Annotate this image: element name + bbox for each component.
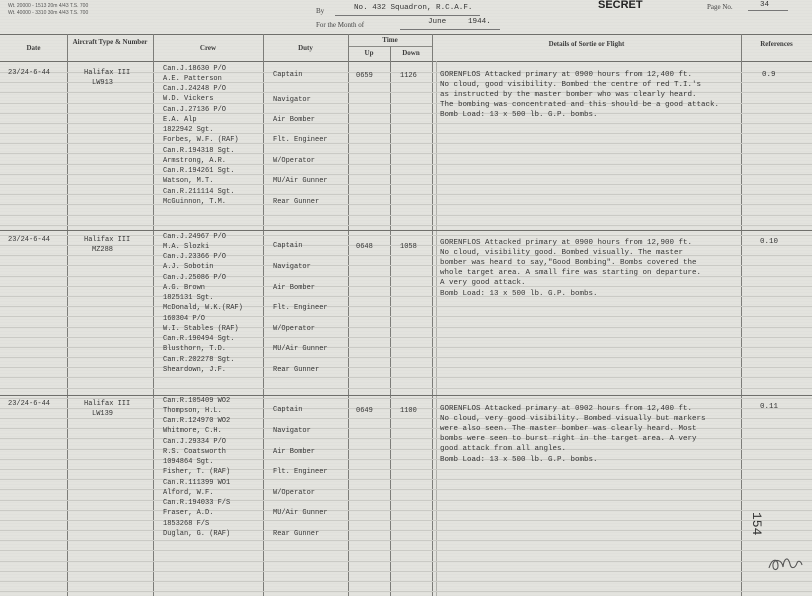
- ruled-line: [0, 581, 812, 582]
- duty-label: MU/Air Gunner: [273, 345, 328, 353]
- duty-label: Rear Gunner: [273, 198, 320, 206]
- crew-line: Can.J.29334 P/O: [163, 438, 227, 446]
- crew-line: 1094864 Sgt.: [163, 458, 214, 466]
- by-label: By: [316, 7, 325, 15]
- details-line: A very good attack.: [440, 279, 526, 287]
- col-header-time: Time: [382, 36, 398, 44]
- crew-line: 160304 P/O: [163, 315, 206, 323]
- details-line: were also seen. The master bomber was clearly heard. Most: [440, 425, 697, 433]
- details-line: No cloud, good visibility. Bombed the centre of red T.I.'s: [440, 81, 702, 89]
- col-header-down: Down: [402, 49, 420, 57]
- crew-line: M.A. Slozki: [163, 243, 210, 251]
- ruled-line: [0, 510, 812, 511]
- crew-line: W.D. Vickers: [163, 95, 214, 103]
- aircraft-type: Halifax III: [84, 69, 131, 77]
- duty-label: Air Bomber: [273, 448, 316, 456]
- ruled-line: [0, 571, 812, 572]
- details-line: as instructed by the master bomber who was clearly heard.: [440, 91, 697, 99]
- time-up: 0659: [356, 72, 373, 80]
- ruled-line: [0, 459, 812, 460]
- page-stamp-number: 154: [749, 512, 764, 536]
- duty-label: Flt. Engineer: [273, 304, 328, 312]
- crew-line: Can.R.211114 Sgt.: [163, 188, 235, 196]
- crew-line: Blusthorn, T.D.: [163, 345, 227, 353]
- time-up: 0649: [356, 407, 373, 415]
- crew-line: A.J. Sobotin: [163, 263, 214, 271]
- aircraft-type: Halifax III: [84, 236, 131, 244]
- ruled-line: [0, 337, 812, 338]
- ruled-line: [0, 123, 812, 124]
- col-header-crew: Crew: [199, 44, 217, 52]
- crew-line: Armstrong, A.R.: [163, 157, 227, 165]
- duty-label: Flt. Engineer: [273, 136, 328, 144]
- crew-line: Can.R.111399 WO1: [163, 479, 231, 487]
- ruled-line: [0, 367, 812, 368]
- duty-label: MU/Air Gunner: [273, 509, 328, 517]
- crew-line: 1822942 Sgt.: [163, 126, 214, 134]
- reference-value: 0.10: [760, 238, 779, 246]
- duty-label: Navigator: [273, 96, 311, 104]
- aircraft-number: MZ288: [92, 246, 114, 254]
- squadron-name: No. 432 Squadron, R.C.A.F.: [354, 4, 473, 12]
- ruled-line: [0, 255, 812, 256]
- reference-value: 0.11: [760, 403, 779, 411]
- crew-line: 1825131 Sgt.: [163, 294, 214, 302]
- duty-label: Rear Gunner: [273, 366, 320, 374]
- ruled-line: [0, 540, 812, 541]
- crew-line: Sheardown, J.F.: [163, 366, 227, 374]
- time-down: 1058: [400, 243, 417, 251]
- crew-line: McDonald, W.K.(RAF): [163, 304, 243, 312]
- ruled-line: [0, 113, 812, 114]
- crew-line: Whitmore, C.H.: [163, 427, 222, 435]
- crew-line: Forbes, W.F. (RAF): [163, 136, 239, 144]
- crew-line: Can.J.24248 P/O: [163, 85, 227, 93]
- details-line: GORENFLOS Attacked primary at 0900 hours from 12,900 ft.: [440, 239, 693, 247]
- crew-line: Duglan, G. (RAF): [163, 530, 231, 538]
- crew-line: W.I. Stables (RAF): [163, 325, 239, 333]
- crew-line: Watson, M.T.: [163, 177, 214, 185]
- duty-label: W/Operator: [273, 325, 316, 333]
- crew-line: E.A. Alp: [163, 116, 197, 124]
- crew-line: A.E. Patterson: [163, 75, 222, 83]
- month-value: June: [428, 18, 447, 26]
- ruled-line: [0, 479, 812, 480]
- ruled-line: [0, 550, 812, 551]
- details-line: bomber was heard to say,"Good Bombing". Bombs covered the: [440, 259, 697, 267]
- details-line: No cloud, very good visibility. Bombed visually but markers: [440, 415, 706, 423]
- crew-line: Fraser, A.D.: [163, 509, 214, 517]
- form-code-2: Wt. 40000 - 3310 30m 4/43 T.S. 700: [8, 10, 89, 16]
- crew-line: Can.J.25086 P/O: [163, 274, 227, 282]
- duty-label: Navigator: [273, 427, 311, 435]
- classification-mark: SECRET: [598, 0, 643, 11]
- crew-line: McGuinnon, T.M.: [163, 198, 227, 206]
- details-line: bombs were seen to burst right in the target area. A very: [440, 435, 697, 443]
- ruled-line: [0, 561, 812, 562]
- duty-label: Rear Gunner: [273, 530, 320, 538]
- crew-line: Can.J.23366 P/O: [163, 253, 227, 261]
- details-line: good attack from all angles.: [440, 445, 567, 453]
- details-line: whole target area. A small fire was starting on departure.: [440, 269, 702, 277]
- crew-line: Can.R.194318 Sgt.: [163, 147, 235, 155]
- ruled-line: [0, 500, 812, 501]
- details-line: No cloud, visibility good. Bombed visually. The master: [440, 249, 684, 257]
- ruled-line: [0, 591, 812, 592]
- aircraft-number: LW913: [92, 79, 114, 87]
- crew-line: R.S. Coatsworth: [163, 448, 227, 456]
- page-number-label: Page No.: [707, 3, 733, 11]
- year-value: 1944.: [468, 18, 491, 26]
- duty-label: Flt. Engineer: [273, 468, 328, 476]
- reference-value: 0.9: [762, 71, 776, 79]
- col-header-duty: Duty: [298, 44, 313, 52]
- ruled-line: [0, 469, 812, 470]
- ruled-line: [0, 164, 812, 165]
- crew-line: Can.R.190494 Sgt.: [163, 335, 235, 343]
- crew-line: Fisher, T. (RAF): [163, 468, 231, 476]
- details-line: The bombing was concentrated and this should be a good attack.: [440, 101, 720, 109]
- duty-label: Air Bomber: [273, 284, 316, 292]
- duty-label: Air Bomber: [273, 116, 316, 124]
- ruled-line: [0, 194, 812, 195]
- crew-line: Can.R.194261 Sgt.: [163, 167, 235, 175]
- ruled-line: [0, 388, 812, 389]
- ruled-line: [0, 306, 812, 307]
- crew-line: Can.J.27136 P/O: [163, 106, 227, 114]
- page-number-value: 34: [760, 1, 770, 9]
- ruled-line: [0, 215, 812, 216]
- crew-line: Can.R.124970 WO2: [163, 417, 231, 425]
- aircraft-number: LW139: [92, 410, 114, 418]
- duty-label: W/Operator: [273, 157, 316, 165]
- col-header-details: Details of Sortie or Flight: [548, 40, 625, 48]
- for-the-month-label: For the Month of: [316, 21, 365, 29]
- col-header-aircraft: Aircraft Type & Number: [72, 38, 148, 46]
- duty-label: Captain: [273, 406, 303, 414]
- ruled-line: [0, 184, 812, 185]
- sortie-date: 23/24-6-44: [8, 236, 51, 244]
- ruled-line: [0, 153, 812, 154]
- col-header-up: Up: [364, 49, 374, 57]
- duty-label: Captain: [273, 242, 303, 250]
- time-up: 0648: [356, 243, 373, 251]
- ruled-line: [0, 204, 812, 205]
- ruled-line: [0, 449, 812, 450]
- crew-line: Alford, W.F.: [163, 489, 214, 497]
- details-line: GORENFLOS Attacked primary at 0902 hours from 12,400 ft.: [440, 405, 693, 413]
- details-line: GORENFLOS Attacked primary at 0900 hours from 12,400 ft.: [440, 71, 693, 79]
- time-down: 1100: [400, 407, 417, 415]
- crew-line: Thompson, H.L.: [163, 407, 222, 415]
- sortie-date: 23/24-6-44: [8, 69, 51, 77]
- col-header-date: Date: [26, 44, 41, 52]
- ruled-line: [0, 286, 812, 287]
- duty-label: Captain: [273, 71, 303, 79]
- ruled-line: [0, 174, 812, 175]
- sortie-separator-2: [0, 395, 812, 396]
- ruled-line: [0, 377, 812, 378]
- ruled-line: [0, 520, 812, 521]
- crew-line: Can.R.202278 Sgt.: [163, 356, 235, 364]
- ruled-line: [0, 489, 812, 490]
- col-header-references: References: [760, 40, 793, 48]
- ruled-line: [0, 530, 812, 531]
- sortie-date: 23/24-6-44: [8, 400, 51, 408]
- ruled-line: [0, 357, 812, 358]
- ruled-line: [0, 347, 812, 348]
- duty-label: Navigator: [273, 263, 311, 271]
- duty-label: W/Operator: [273, 489, 316, 497]
- duty-label: MU/Air Gunner: [273, 177, 328, 185]
- crew-line: Can.J.18630 P/O: [163, 65, 227, 73]
- details-line: Bomb Load: 13 x 500 lb. G.P. bombs.: [440, 111, 598, 119]
- form-code-1: Wt. 20000 - 1513 20m 4/43 T.S. 700: [8, 3, 89, 9]
- ruled-line: [0, 225, 812, 226]
- time-down: 1126: [400, 72, 417, 80]
- aircraft-type: Halifax III: [84, 400, 131, 408]
- crew-line: 1853268 F/S: [163, 520, 210, 528]
- ruled-line: [0, 327, 812, 328]
- crew-line: Can.R.105409 WO2: [163, 397, 231, 405]
- crew-line: Can.J.24967 P/O: [163, 233, 227, 241]
- ruled-line: [0, 296, 812, 297]
- ruled-line: [0, 316, 812, 317]
- ruled-line: [0, 143, 812, 144]
- handwritten-initials-signature: [766, 552, 806, 576]
- sortie-separator-1: [0, 230, 812, 231]
- details-line: Bomb Load: 13 x 500 lb. G.P. bombs.: [440, 290, 598, 298]
- details-line: Bomb Load: 13 x 500 lb. G.P. bombs.: [440, 456, 598, 464]
- ruled-line: [0, 133, 812, 134]
- crew-line: Can.R.194033 F/S: [163, 499, 231, 507]
- crew-line: A.G. Brown: [163, 284, 206, 292]
